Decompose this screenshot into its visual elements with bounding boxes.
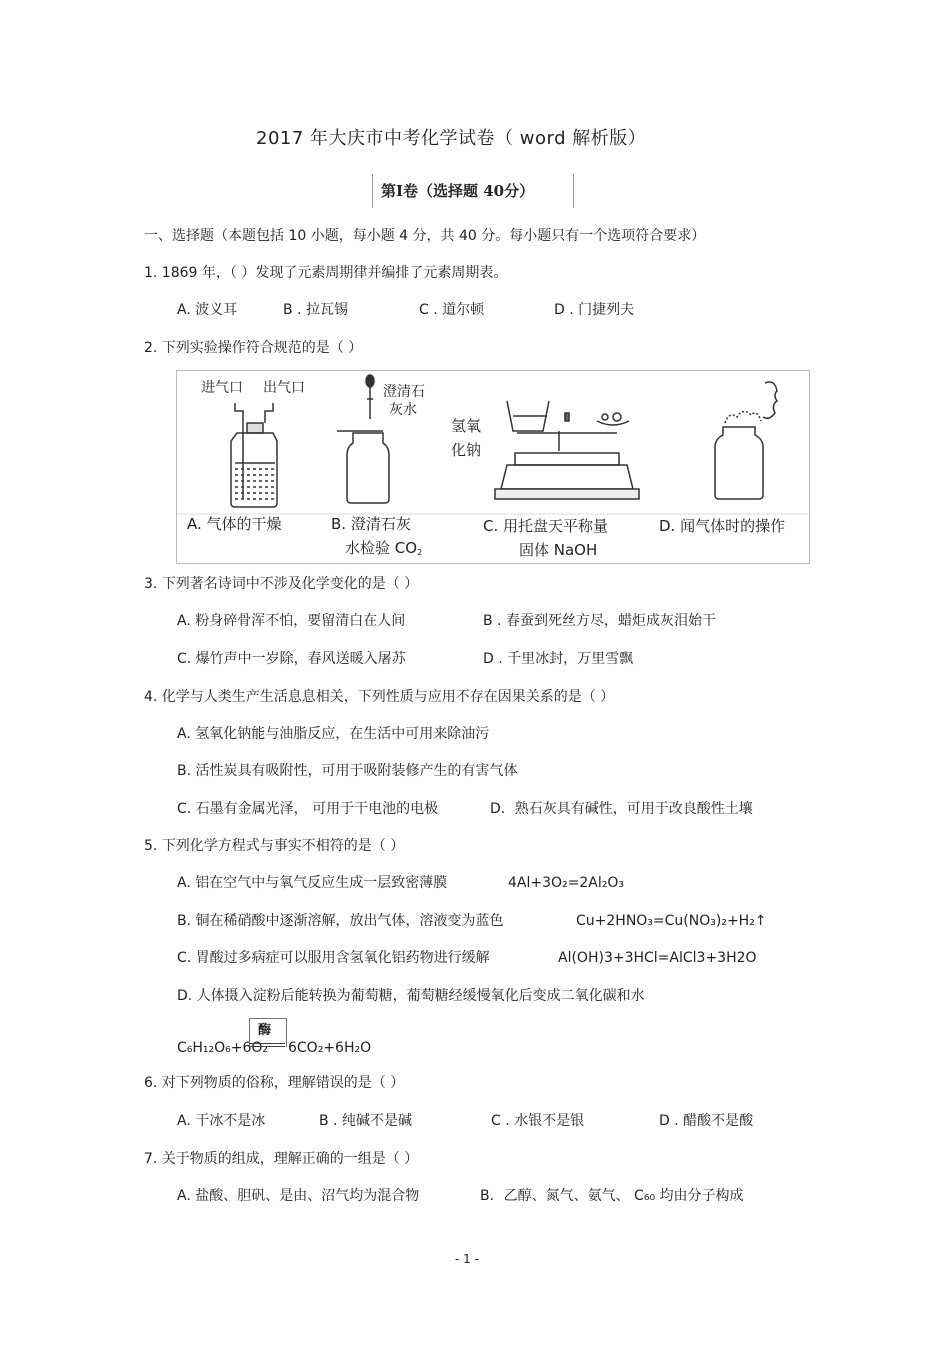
question-1-option-a: A. 波义耳 [177,302,238,318]
question-1-option-d: D . 门捷列夫 [554,302,635,318]
question-7-option-a: A. 盐酸、胆矾、是由、沼气均为混合物 [177,1188,420,1204]
gas-drying-bottle [231,403,277,507]
figure-label-outlet: 出气口 [263,380,305,396]
figure-caption-b-line1: B. 澄清石灰 [331,515,411,533]
question-5-option-c-equation: Al(OH)3+3HCl=AlCl3+3H2O [558,950,757,966]
question-4-option-a: A. 氢氧化钠能与油脂反应，在生活中可用来除油污 [177,726,490,742]
question-2-stem: 2. 下列实验操作符合规范的是（ ） [144,340,363,356]
question-4-option-d: D．熟石灰具有碱性，可用于改良酸性土壤 [490,801,753,817]
equation-double-line-top [249,1043,285,1044]
question-6-option-c: C . 水银不是银 [491,1113,585,1129]
figure-caption-c-line2: 固体 NaOH [519,541,598,559]
question-4-stem: 4. 化学与人类生产生活息息相关，下列性质与应用不存在因果关系的是（ ） [144,689,615,705]
question-3-option-d: D . 千里冰封，万里雪飘 [483,651,634,667]
question-5-option-a-equation: 4Al+3O₂=2Al₂O₃ [508,875,624,891]
section-badge [372,174,574,208]
question-5-option-b-equation: Cu+2HNO₃=Cu(NO₃)₂+H₂↑ [576,913,767,929]
question-5-option-b: B. 铜在稀硝酸中逐渐溶解，放出气体，溶液变为蓝色 [177,913,504,929]
question-1-option-b: B . 拉瓦锡 [283,302,348,318]
balance-scale [495,401,639,499]
page-number: - 1 - [455,1252,479,1266]
section-heading: 一、选择题（本题包括 10 小题，每小题 4 分，共 40 分。每小题只有一个选项符合要求） [144,228,706,244]
question-6-option-d: D . 醋酸不是酸 [659,1113,754,1129]
question-7-option-b: B．乙醇、氮气、氨气、 C₆₀ 均由分子构成 [480,1188,744,1204]
lab-apparatus-figure [176,370,810,564]
question-6-option-b: B . 纯碱不是碱 [319,1113,412,1129]
question-1-option-c: C . 道尔顿 [419,302,485,318]
enzyme-condition-label: 酶 [258,1023,272,1038]
question-3-option-c: C. 爆竹声中一岁除，春风送暖入屠苏 [177,651,406,667]
figure-label-naoh-2: 化钠 [451,441,482,459]
page-title: 2017 年大庆市中考化学试卷（ word 解析版） [256,128,647,149]
section-badge-label: 第Ⅰ卷（选择题 40分） [381,182,535,200]
question-4-option-b: B. 活性炭具有吸附性，可用于吸附装修产生的有害气体 [177,763,518,779]
figure-label-inlet: 进气口 [201,380,243,396]
equation-double-line-bottom [249,1046,285,1047]
figure-caption-c-line1: C. 用托盘天平称量 [483,517,609,535]
question-5-option-d-reactants: C₆H₁₂O₆+6O₂ [177,1040,269,1056]
question-7-stem: 7. 关于物质的组成，理解正确的一组是（ ） [144,1151,419,1167]
figure-caption-d: D. 闻气体时的操作 [659,517,786,535]
question-5-option-d: D. 人体摄入淀粉后能转换为葡萄糖，葡萄糖经缓慢氧化后变成二氧化碳和水 [177,988,645,1004]
figure-caption-b-line2-text: 水检验 CO [345,539,418,557]
figure-label-limewater-1: 澄清石 [383,384,425,400]
question-5-option-d-products: 6CO₂+6H₂O [288,1040,372,1056]
question-6-stem: 6. 对下列物质的俗称，理解错误的是（ ） [144,1075,405,1091]
figure-caption-b-subscript: 2 [417,548,423,557]
question-5-option-a: A. 铝在空气中与氧气反应生成一层致密薄膜 [177,875,448,891]
figure-caption-b-line2 [345,537,422,558]
figure-label-limewater-2: 灰水 [389,402,417,418]
question-4-option-c: C. 石墨有金属光泽， 可用于干电池的电极 [177,801,439,817]
question-6-option-a: A. 干冰不是冰 [177,1113,266,1129]
question-3-stem: 3. 下列著名诗词中不涉及化学变化的是（ ） [144,576,419,592]
question-3-option-b: B . 春蚕到死丝方尽，蜡炬成灰泪始干 [483,613,716,629]
question-5-stem: 5. 下列化学方程式与事实不相符的是（ ） [144,838,405,854]
question-1-stem: 1. 1869 年，（ ）发现了元素周期律并编排了元素周期表。 [144,265,508,281]
question-5-option-c: C. 胃酸过多病症可以服用含氢氧化铝药物进行缓解 [177,950,490,966]
figure-label-naoh-1: 氢氧 [451,417,482,435]
figure-caption-a: A. 气体的干燥 [187,515,282,533]
limewater-dropper-bottle [337,375,389,503]
smell-gas-bottle [715,382,777,499]
question-3-option-a: A. 粉身碎骨浑不怕，要留清白在人间 [177,613,406,629]
